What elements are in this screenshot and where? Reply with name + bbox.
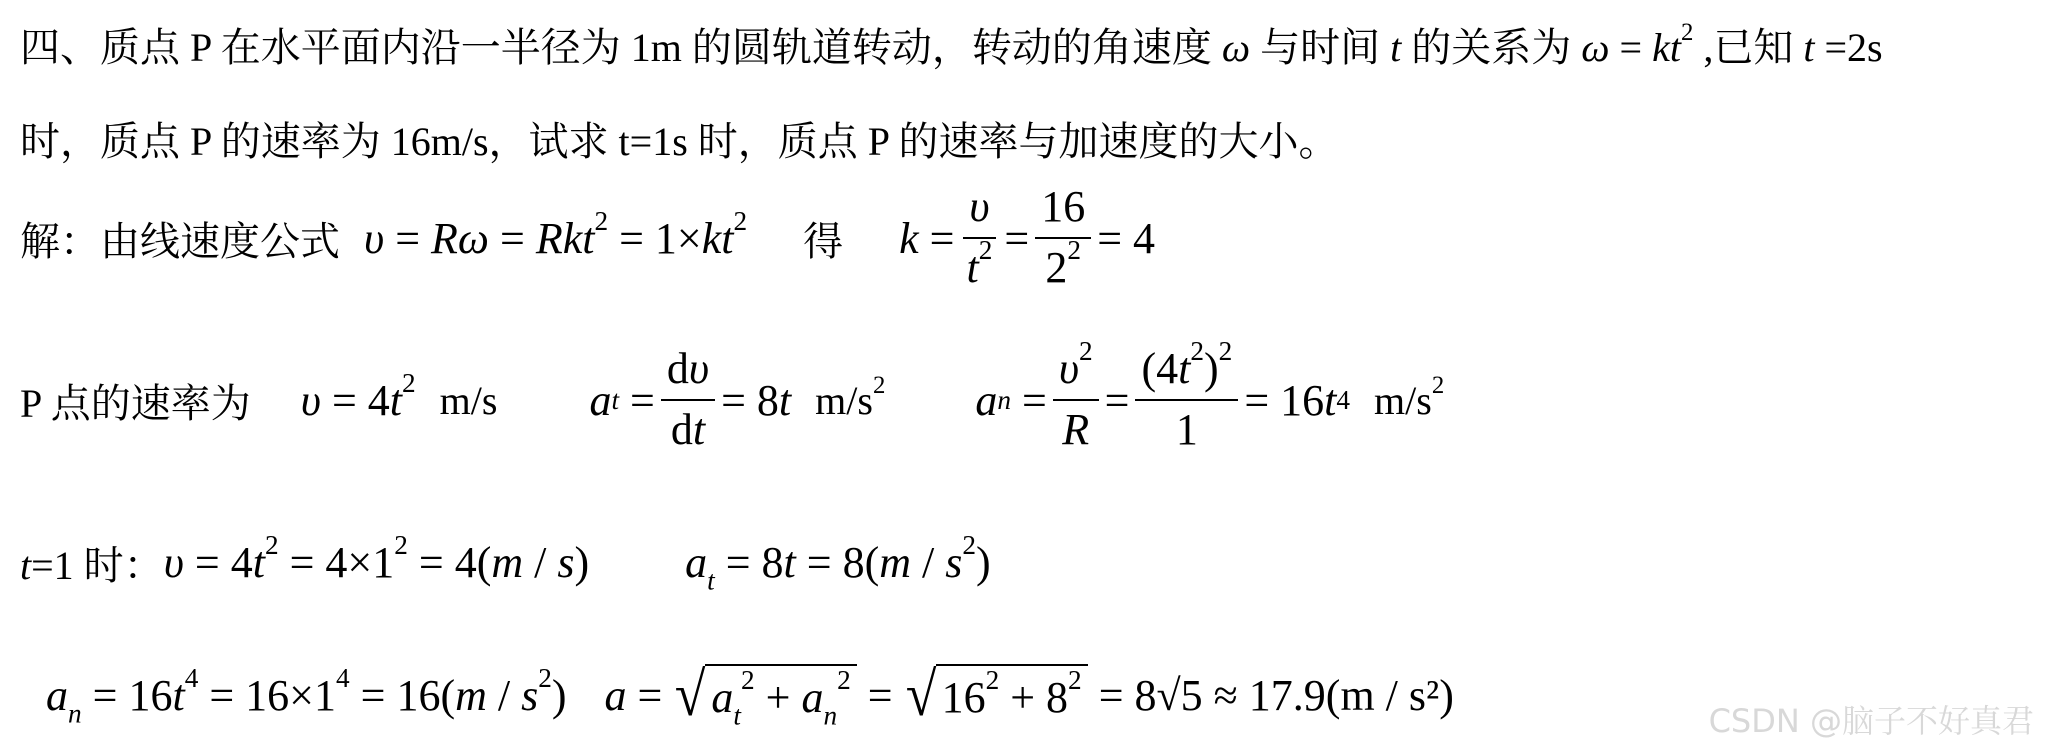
solution-label: 解： — [20, 218, 100, 264]
solution-row-speed — [20, 330, 1444, 470]
problem-text-1: 四、质点 P 在水平面内沿一半径为 1m 的圆轨道转动，转动的角速度 ω 与时间 t 的关系为 $\omega = kt^2$ ,已知 t =2s — [20, 18, 1883, 70]
sqrt-16sq-8sq: √ $16^2 + 8^2$ — [904, 664, 1088, 726]
solution-row-total — [20, 640, 1454, 750]
solution-row-k — [20, 168, 1155, 308]
an-unit: $m/s^2$ — [1374, 371, 1445, 423]
speed-unit: m/s — [439, 377, 498, 423]
speed-equation: $\upsilon = 4t^2$ — [300, 367, 416, 425]
solution-row-t1 — [20, 522, 991, 602]
watermark: CSDN @脑子不好真君 — [1708, 702, 2034, 740]
speed-prefix: P 点的速率为 — [20, 380, 251, 426]
step1-de: 得 — [803, 218, 844, 264]
step1-equation: $\upsilon = R\omega = Rkt^2 = 1\times kt^2$ — [364, 205, 748, 263]
k-equation: k = $\frac{\upsilon}{t^2}$ = $\frac{16}{2^2}$ = 4 — [899, 182, 1156, 292]
at-equation: a t = $\frac{d\upsilon}{dt}$ = 8 t — [589, 344, 792, 454]
an-final: $a_n = 16t^4 = 16\times 1^4 = 16(m / s^2)$ — [46, 662, 567, 728]
fraction-v-over-t2: $\frac{\upsilon}{t^2}$ — [961, 182, 999, 293]
t1-label: t=1 时： — [20, 542, 164, 588]
a-total: a = √ $a_t^2 + a_n^2$ = √ $16^2 + 8^2$ = 8√5 ≈ 17.9(m / s²) — [604, 661, 1454, 731]
t1-speed: $\upsilon = 4t^2 = 4\times 1^2 = 4(m / s)$ — [163, 529, 590, 587]
fraction-dv-dt: $\frac{d\upsilon}{dt}$ — [661, 344, 715, 455]
step1-text: 由线速度公式 — [100, 218, 340, 264]
k-value: 4 — [1133, 213, 1156, 263]
an-equation: a n = $\frac{\upsilon^2}{R}$ = $\frac{(4t^2)^2}{1}$ = 16 t 4 — [975, 336, 1351, 454]
at-unit: $m/s^2$ — [815, 371, 886, 423]
a-final-result: = 8√5 ≈ 17.9(m / s²) — [1098, 670, 1454, 720]
fraction-16-over-2sq: $\frac{16}{2^2}$ — [1035, 182, 1091, 293]
t1-at: $a_t = 8t = 8(m / s^2)$ — [685, 529, 991, 595]
fraction-v2-over-r: $\frac{\upsilon^2}{R}$ — [1053, 344, 1099, 455]
problem-line-1 — [20, 16, 1883, 73]
fraction-4t2-sq-over-1: $\frac{(4t^2)^2}{1}$ — [1135, 344, 1238, 455]
sqrt-at2-an2: √ $a_t^2 + a_n^2$ — [673, 664, 856, 726]
problem-line-2: 时，质点 P 的速率为 16m/s，试求 t=1s 时，质点 P 的速率与加速度的大小。 — [20, 119, 1339, 164]
